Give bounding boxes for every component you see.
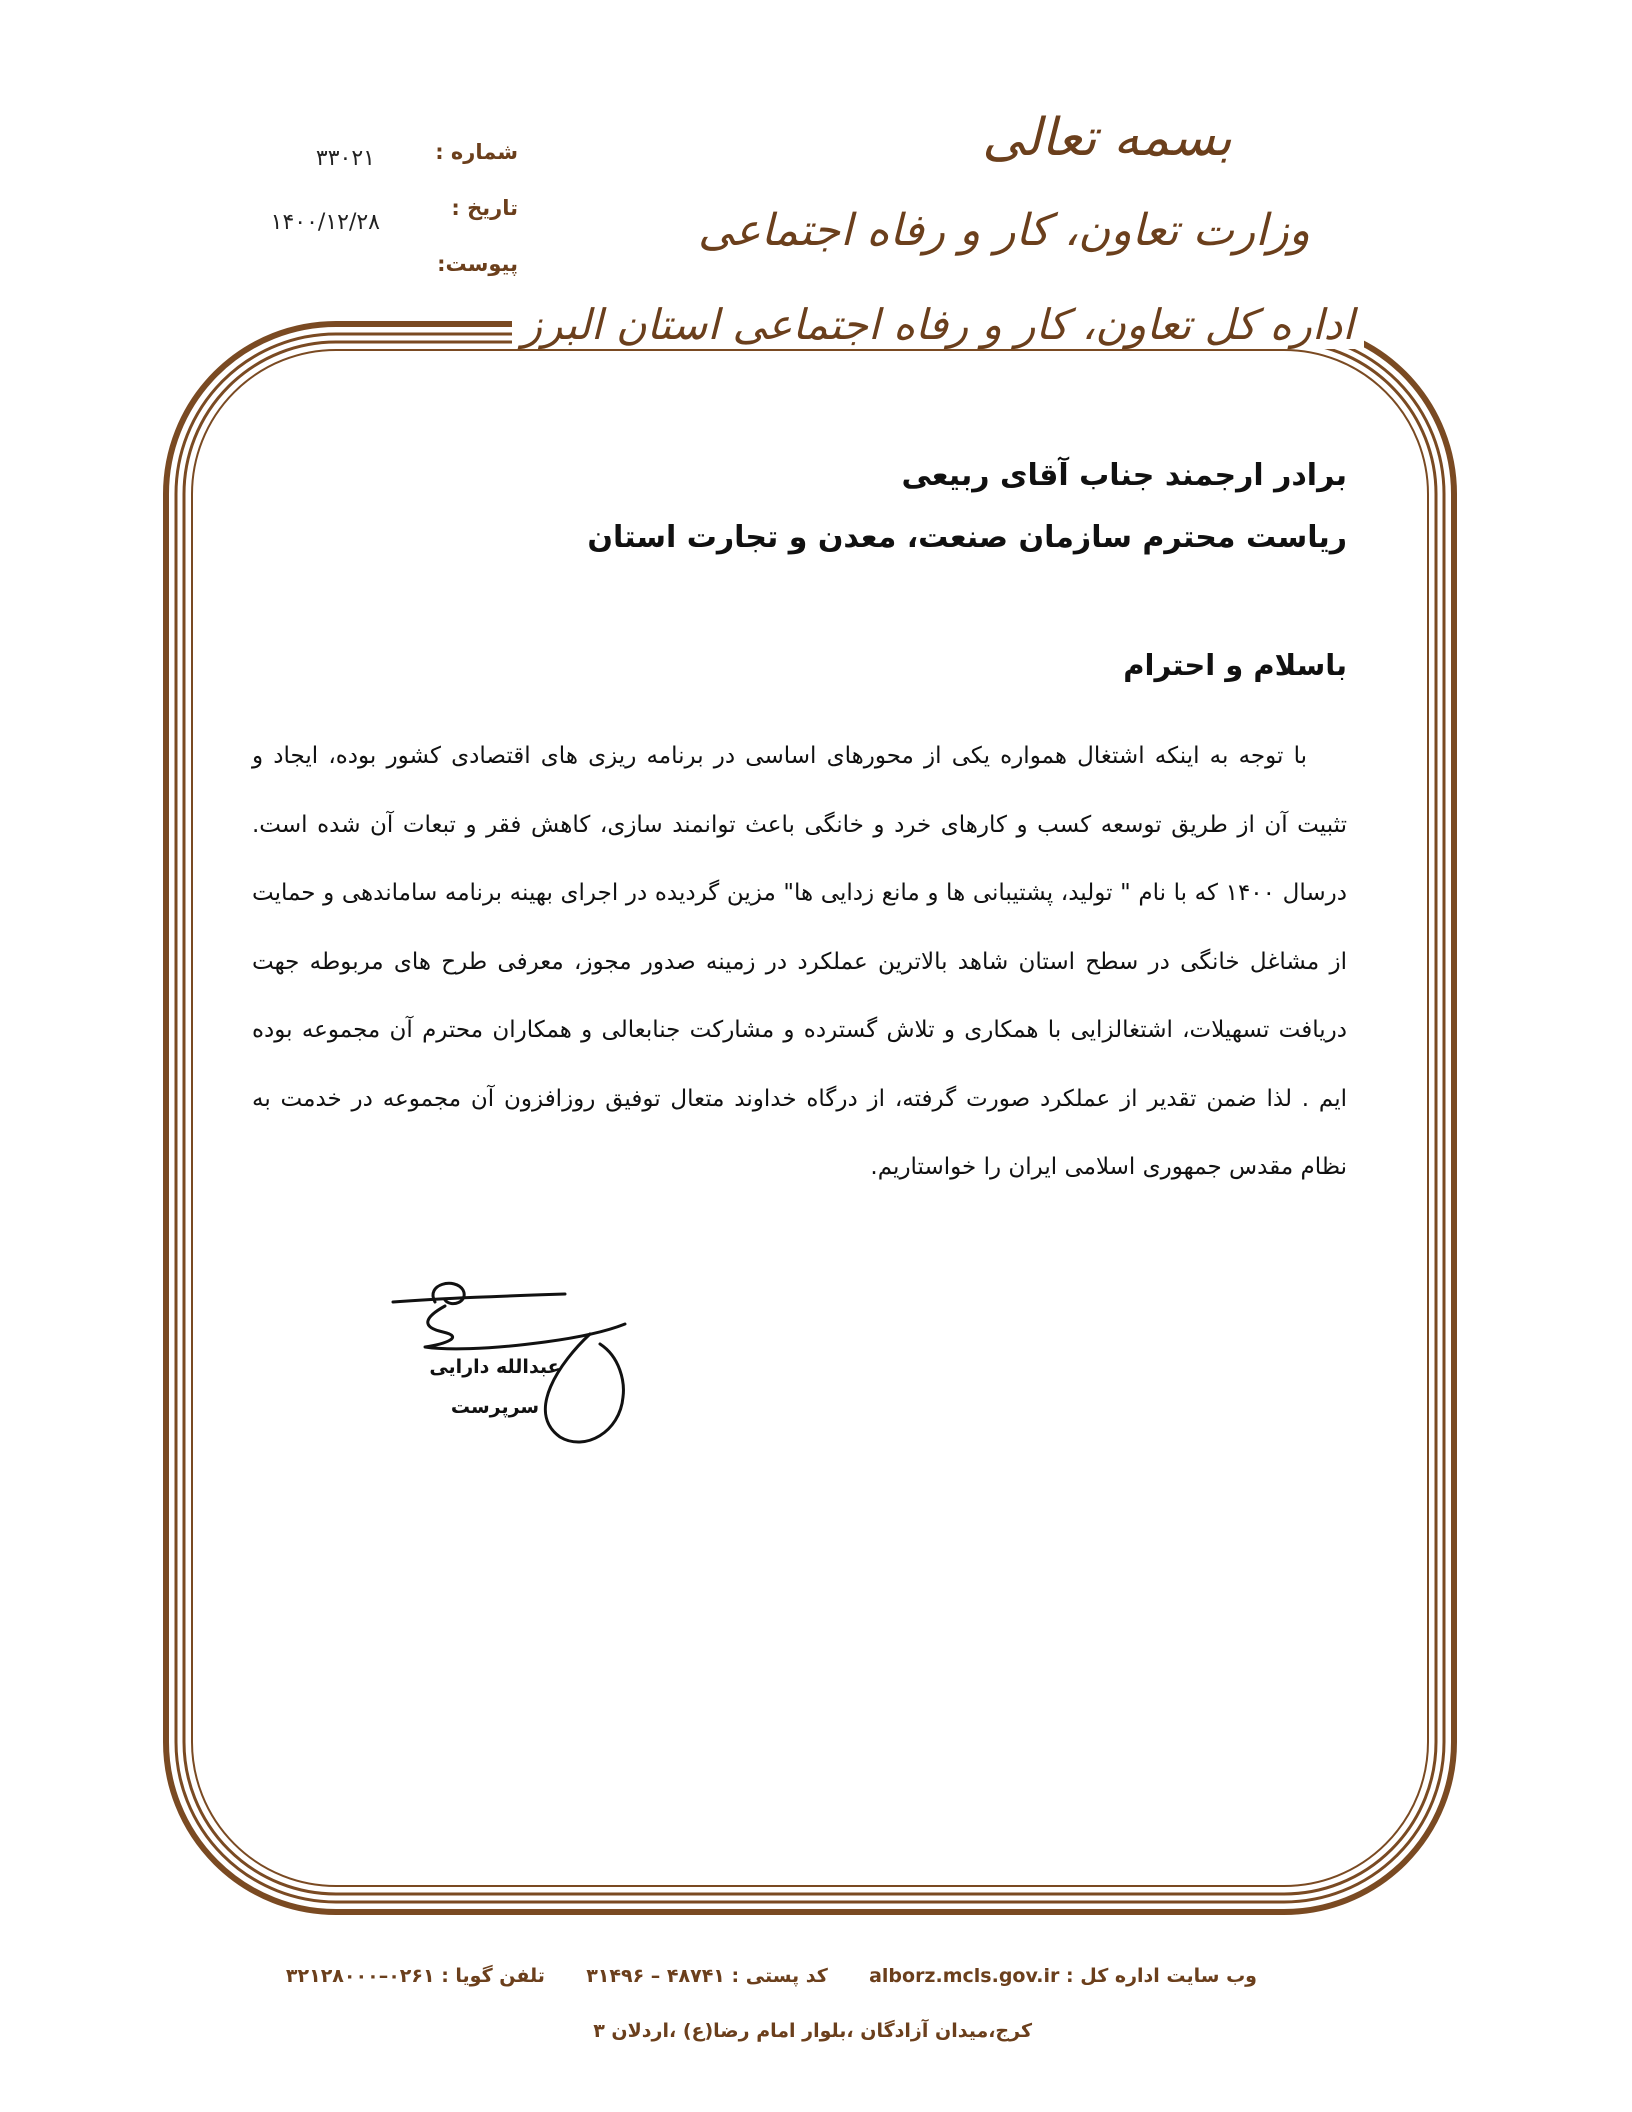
signer-name: عبدالله دارایی	[429, 1356, 561, 1378]
date-value: ۱۴۰۰/۱۲/۲۸	[270, 210, 380, 235]
phone-number: ۰۲۶۱–۳۲۱۲۸۰۰۰	[285, 1965, 435, 1987]
bureau-name: اداره کل تعاون، کار و رفاه اجتماعی استان البرز	[512, 300, 1364, 349]
footer-address: کرج،میدان آزادگان ،بلوار امام رضا(ع) ،اردلان ۳	[593, 2020, 1032, 2042]
attachment-label: پیوست:	[437, 252, 518, 276]
date-label: تاریخ :	[451, 196, 518, 220]
letter-frame	[160, 318, 1460, 1918]
phone-label: تلفن گویا :	[441, 1965, 545, 1987]
footer-contact	[286, 1965, 1257, 1987]
number-label: شماره :	[435, 140, 518, 164]
basmala-heading: بسمه تعالی	[982, 108, 1232, 168]
salutation-position: ریاست محترم سازمان صنعت، معدن و تجارت استان	[587, 520, 1347, 555]
signer-title: سرپرست	[450, 1396, 540, 1418]
website-link[interactable]: alborz.mcls.gov.ir	[869, 1965, 1060, 1987]
postal-label: کد پستی :	[731, 1965, 828, 1987]
greeting: باسلام و احترام	[1123, 648, 1347, 682]
letter-body: با توجه به اینکه اشتغال همواره یکی از محورهای اساسی در برنامه ریزی های اقتصادی کشور بوده، ایجاد و تثبیت آن از طریق توسعه کسب و کارهای خرد و خانگی باعث توانمند سازی، کاهش فقر و تبعات آن شده است. درسال ۱۴۰۰ که با نام " تولید، پشتیبانی ها و مانع زدایی ها" مزین گردیده در اجرای بهینه برنامه ساماندهی و حمایت از مشاغل خانگی در سطح استان شاهد بالاترین عملکرد در زمینه صدور مجوز، معرفی طرح های مربوطه جهت دریافت تسهیلات، اشتغالزایی با همکاری و تلاش گسترده و مشارکت جنابعالی و همکاران محترم آن مجموعه بوده ایم . لذا ضمن تقدیر از عملکرد صورت گرفته، از درگاه خداوند متعال توفیق روزافزون آن مجموعه در خدمت به نظام مقدس جمهوری اسلامی ایران را خواستاریم.	[252, 743, 1347, 1180]
website-label: وب سایت اداره کل :	[1066, 1965, 1257, 1987]
number-value: ۳۳۰۲۱	[315, 146, 375, 171]
salutation-recipient: برادر ارجمند جناب آقای ربیعی	[901, 458, 1347, 493]
ministry-name: وزارت تعاون، کار و رفاه اجتماعی	[697, 205, 1310, 256]
postal-code: ۴۸۷۴۱ – ۳۱۴۹۶	[586, 1965, 725, 1987]
